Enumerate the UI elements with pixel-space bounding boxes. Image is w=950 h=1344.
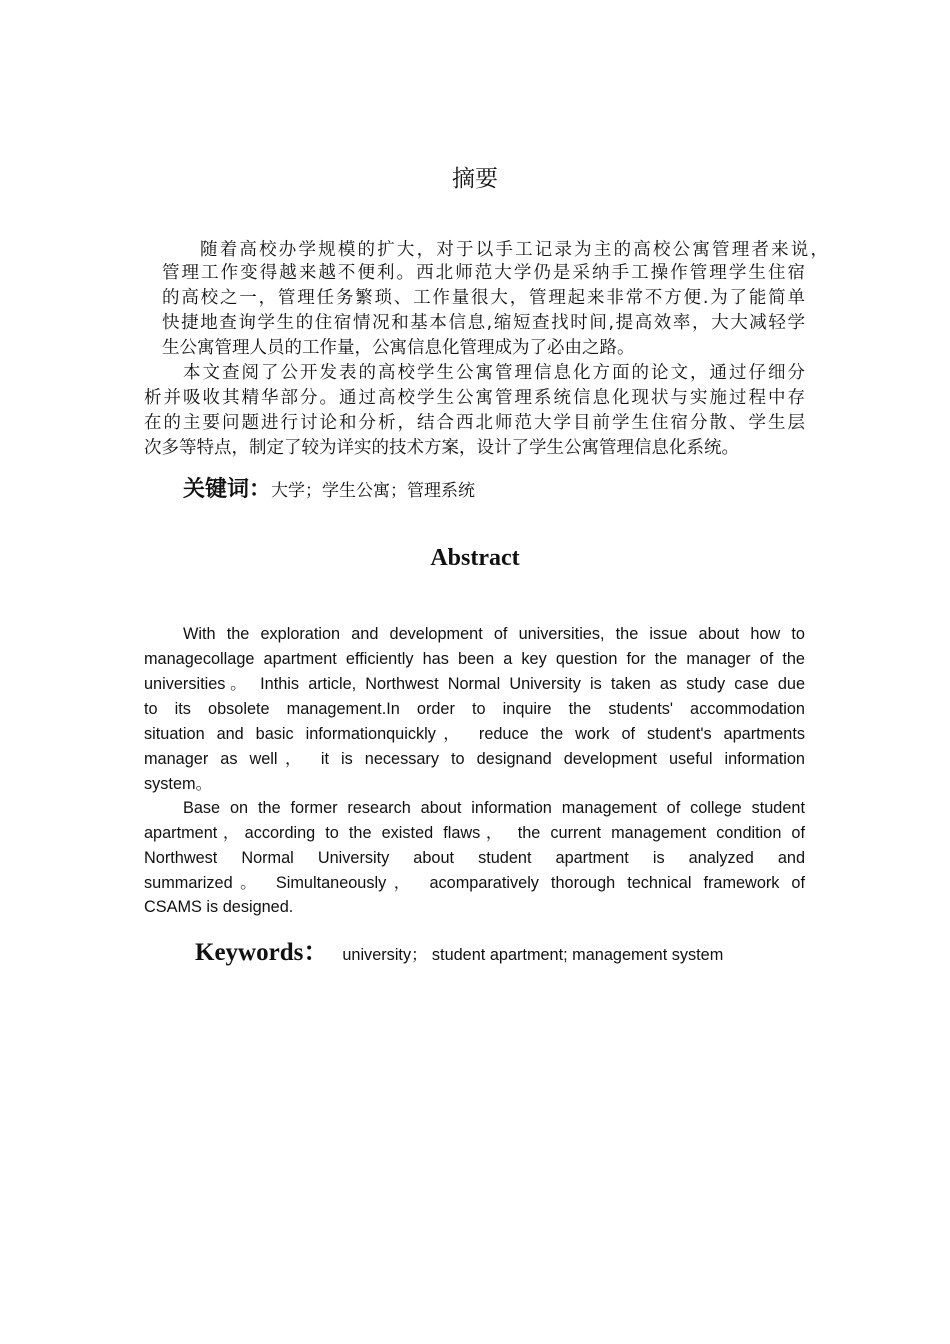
en-keywords-label: Keywords： [195, 939, 329, 966]
cn-p2-line: 在的主要问题进行讨论和分析，结合西北师范大学目前学生住宿分散、学生层 [144, 413, 805, 433]
cn-keywords [183, 472, 475, 503]
en-p1-line: With the exploration and development of universities, the issue about how to [183, 625, 805, 643]
english-abstract-title: Abstract [430, 545, 520, 571]
cn-keywords-value: 大学；学生公寓；管理系统 [271, 481, 476, 501]
cn-p2-line: 本文查阅了公开发表的高校学生公寓管理信息化方面的论文，通过仔细分 [183, 363, 805, 383]
en-p1-line: managecollage apartment efficiently has been a key question for the manager of the [144, 650, 805, 668]
cn-p1-line: 随着高校办学规模的扩大，对于以手工记录为主的高校公寓管理者来说， [200, 240, 828, 260]
cn-p1-line: 快捷地查询学生的住宿情况和基本信息,缩短查找时间,提高效率，大大减轻学 [162, 313, 805, 333]
en-p2-line: summarized。 Simultaneously， acomparatively thorough technical framework of [144, 874, 805, 892]
en-p1-line: universities。 Inthis article, Northwest Normal University is taken as study case due [144, 675, 805, 693]
cn-p1-line: 管理工作变得越来越不便利。西北师范大学仍是采纳手工操作管理学生住宿 [162, 263, 805, 283]
en-p2-line: Northwest Normal University about student apartment is analyzed and [144, 849, 805, 867]
en-p1-line: system。 [144, 775, 212, 793]
cn-p2-line: 析并吸收其精华部分。通过高校学生公寓管理系统信息化现状与实施过程中存 [144, 388, 805, 408]
cn-p1-line: 生公寓管理人员的工作量，公寓信息化管理成为了必由之路。 [162, 338, 635, 358]
en-p1-line: situation and basic informationquickly， reduce the work of student's apartments [144, 725, 805, 743]
en-keywords-value: university； student apartment; management system [342, 946, 724, 964]
cn-p1-line: 的高校之一，管理任务繁琐、工作量很大，管理起来非常不方便.为了能简单 [162, 288, 805, 308]
en-keywords [195, 932, 723, 968]
cn-p2-line: 次多等特点，制定了较为详实的技术方案，设计了学生公寓管理信息化系统。 [144, 438, 739, 458]
chinese-abstract-title: 摘要 [452, 166, 498, 192]
en-p2-line: Base on the former research about information management of college student [183, 799, 805, 817]
en-p1-line: manager as well， it is necessary to designand development useful information [144, 750, 805, 768]
en-p2-line: apartment，according to the existed flaws， the current management condition of [144, 824, 805, 842]
cn-keywords-label: 关键词： [183, 477, 272, 502]
en-p2-line: CSAMS is designed. [144, 898, 294, 916]
en-p1-line: to its obsolete management.In order to inquire the students' accommodation [144, 700, 805, 718]
